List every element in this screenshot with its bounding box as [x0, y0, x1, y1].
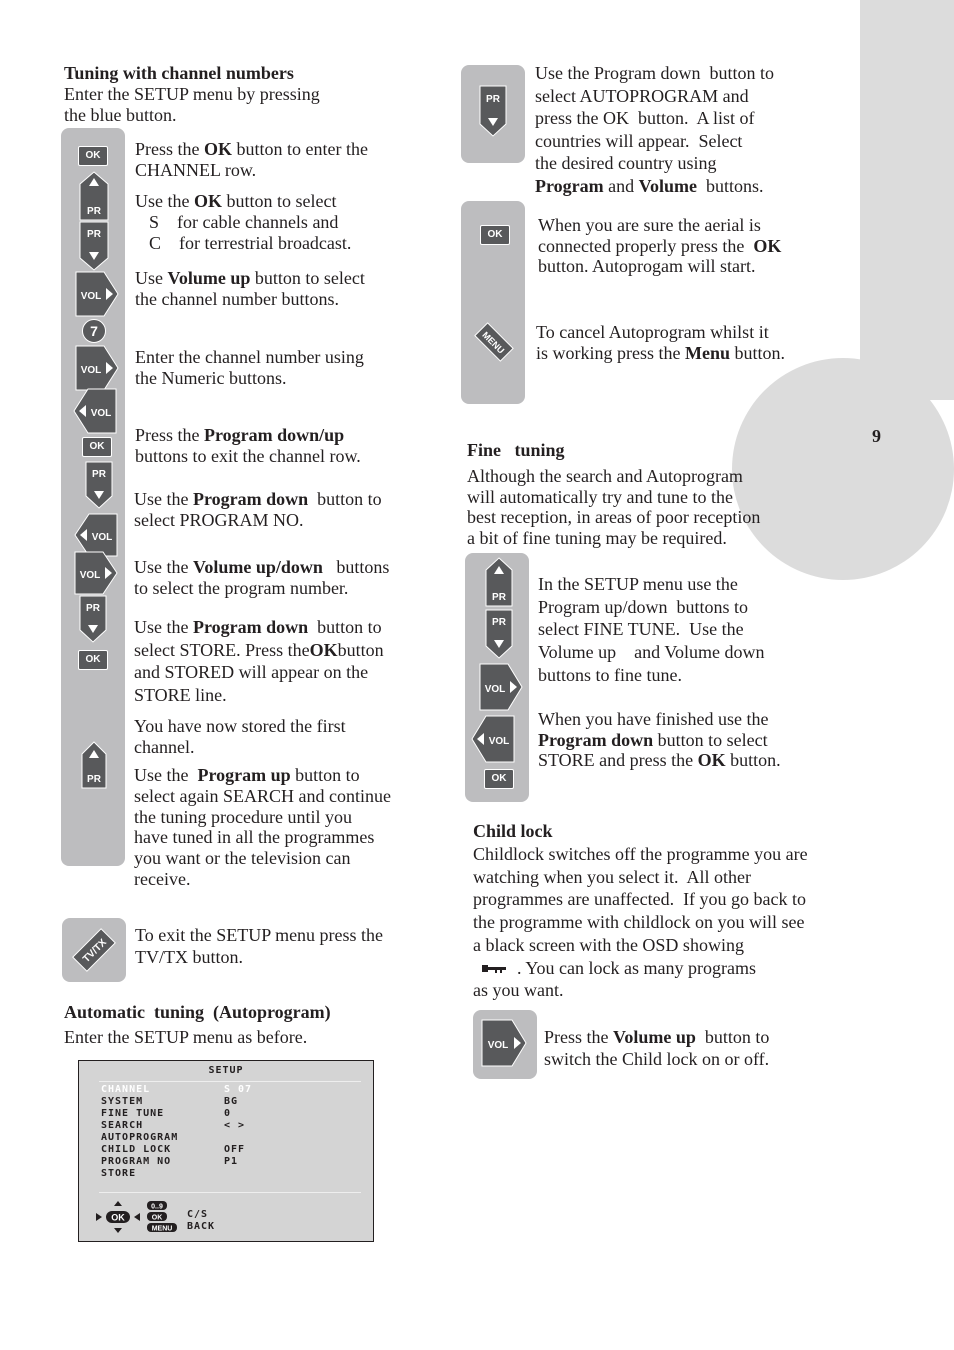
- svg-text:PR: PR: [87, 206, 101, 217]
- svg-text:VOL: VOL: [91, 532, 113, 543]
- setup-menu-row: [101, 1096, 351, 1108]
- svg-text:VOL: VOL: [80, 365, 102, 376]
- setup-menu-row-label: STORE: [101, 1168, 137, 1179]
- svg-text:PR: PR: [87, 774, 101, 785]
- svg-text:PR: PR: [87, 229, 101, 240]
- heading-automatic-tuning: Automatic tuning (Autoprogram): [64, 1002, 331, 1022]
- svg-text:VOL: VOL: [90, 408, 112, 419]
- svg-text:VOL: VOL: [80, 291, 102, 302]
- menu-button-icon: [472, 320, 516, 364]
- volume-up-icon: [75, 552, 117, 594]
- svg-text:PR: PR: [86, 603, 100, 614]
- heading-tuning-channel-numbers: Tuning with channel numbers: [64, 63, 294, 83]
- intro-automatic-tuning: Enter the SETUP menu as before.: [64, 1027, 308, 1047]
- setup-divider: [99, 1192, 361, 1193]
- setup-footer-cs: C/S: [187, 1209, 209, 1220]
- setup-menu-row-value: BG: [224, 1096, 239, 1107]
- setup-menu-row-label: CHILD LOCK: [101, 1144, 172, 1155]
- step-toggle-child-lock: Press the Volume up button to switch the Child lock on or off.: [544, 1027, 770, 1069]
- heading-child-lock: Child lock: [473, 821, 553, 841]
- step-start-autoprogram: When you are sure the aerial is connected properly press the OK button. Autoprogam will start.: [538, 215, 782, 276]
- step-select-program-number: Use the Volume up/down buttons to select the program number.: [134, 557, 390, 598]
- setup-menu-row-value: < >: [224, 1120, 246, 1131]
- svg-text:PR: PR: [92, 469, 106, 480]
- setup-menu-row-value: OFF: [224, 1144, 246, 1155]
- ok-button-icon: OK: [484, 769, 514, 789]
- svg-text:VOL: VOL: [488, 736, 510, 747]
- step-select-fine-tune: In the SETUP menu use the Program up/down buttons to select FINE TUNE. Use the Volume up and Volume down buttons to fine tune.: [538, 574, 765, 685]
- volume-down-icon: [74, 389, 116, 433]
- setup-menu-row-label: SYSTEM: [101, 1096, 144, 1107]
- ok-button-icon: OK: [78, 650, 108, 670]
- step-program-up-continue: Use the Program up button to select again SEARCH and continue the tuning procedure until you have tuned in all the programmes you want or the television can receive.: [134, 765, 391, 889]
- setup-menu-row-value: S 07: [224, 1084, 253, 1095]
- step-select-autoprogram: Use the Program down button to select AUTOPROGRAM and press the OK button. A list of countries will appear. Select the desired country using Program and Volume buttons.: [535, 63, 774, 196]
- ok-button-icon: OK: [78, 146, 108, 166]
- program-down-icon: [486, 610, 512, 658]
- intro-line-2: the blue button.: [64, 105, 177, 125]
- setup-menu-row-value: 0: [224, 1108, 232, 1119]
- svg-text:VOL: VOL: [487, 1040, 509, 1051]
- svg-text:PR: PR: [492, 592, 506, 603]
- setup-menu-row-value: P1: [224, 1156, 239, 1167]
- setup-menu-row: [101, 1120, 351, 1132]
- setup-nav-ok-icon: [93, 1201, 143, 1233]
- setup-menu-row: [101, 1168, 351, 1180]
- svg-text:MENU: MENU: [151, 1225, 173, 1233]
- svg-text:OK: OK: [151, 1214, 163, 1222]
- program-down-icon: [480, 86, 506, 136]
- setup-menu-row-label: PROGRAM NO: [101, 1156, 172, 1167]
- ok-button-icon: OK: [82, 437, 112, 457]
- step-enter-channel-number: Enter the channel number using the Numeric buttons.: [135, 347, 364, 388]
- setup-menu-row: [101, 1084, 351, 1096]
- setup-menu-row-label: CHANNEL: [101, 1084, 151, 1095]
- step-enter-channel-row: Press the OK button to enter the CHANNEL row.: [135, 139, 368, 180]
- setup-menu-row: [101, 1156, 351, 1168]
- program-up-icon: [486, 558, 512, 606]
- setup-keys-icon: [147, 1201, 177, 1233]
- page-number: 9: [872, 426, 881, 446]
- volume-up-icon: [482, 1020, 526, 1066]
- setup-menu-rows: [101, 1084, 351, 1180]
- program-down-icon: [80, 222, 108, 270]
- setup-menu-title: SETUP: [208, 1065, 244, 1076]
- child-lock-description: Childlock switches off the programme you are watching when you select it. All other programmes are unaffected. If you go back to the programme with childlock on you will see a black screen with the OSD showing . You can lock as many programs as you want.: [473, 844, 808, 1001]
- step-select-store: Use the Program down button to select STORE. Press theOKbutton and STORED will appear on the STORE line.: [134, 617, 384, 705]
- svg-text:PR: PR: [486, 94, 500, 105]
- setup-menu-row-label: AUTOPROGRAM: [101, 1132, 179, 1143]
- setup-menu-row-label: FINE TUNE: [101, 1108, 165, 1119]
- step-volume-up-channel-buttons: Use Volume up button to select the channel number buttons.: [135, 268, 365, 309]
- step-exit-channel-row: Press the Program down/up buttons to exit the channel row.: [135, 425, 361, 466]
- setup-menu-row-label: SEARCH: [101, 1120, 144, 1131]
- page-number-circle: [732, 358, 954, 580]
- svg-text:PR: PR: [492, 617, 506, 628]
- step-select-cable-terrestrial: Use the OK button to select S for cable channels and C for terrestrial broadcast.: [135, 191, 352, 253]
- number-7-button-icon: 7: [82, 319, 106, 343]
- volume-up-icon: [480, 664, 522, 710]
- key-icon: [482, 964, 506, 974]
- setup-menu-row: [101, 1132, 351, 1144]
- svg-text:VOL: VOL: [484, 684, 506, 695]
- setup-footer-back: BACK: [187, 1221, 216, 1232]
- heading-fine-tuning: Fine tuning: [467, 440, 565, 460]
- program-up-icon: [80, 172, 108, 220]
- svg-text:TV/TX: TV/TX: [81, 937, 109, 965]
- svg-text:0..9: 0..9: [151, 1203, 163, 1211]
- svg-text:VOL: VOL: [79, 570, 101, 581]
- volume-down-icon: [472, 716, 514, 762]
- program-up-icon: [82, 742, 106, 788]
- setup-menu-row: [101, 1108, 351, 1120]
- step-store-fine-tune: When you have finished use the Program down button to select STORE and press the OK button.: [538, 709, 781, 770]
- volume-up-icon: [76, 346, 118, 390]
- side-tab: [860, 0, 954, 400]
- fine-tuning-intro: Although the search and Autoprogram will automatically try and tune to the best reception, in areas of poor reception a bit of fine tuning may be required.: [467, 466, 761, 548]
- step-cancel-autoprogram: To cancel Autoprogram whilst it is working press the Menu button.: [536, 322, 785, 363]
- volume-down-icon: [75, 514, 117, 556]
- intro-line-1: Enter the SETUP menu by pressing: [64, 84, 320, 104]
- setup-menu-row: [101, 1144, 351, 1156]
- setup-menu-screenshot: [78, 1060, 374, 1242]
- volume-up-icon: [76, 272, 118, 316]
- step-exit-setup-menu: To exit the SETUP menu press the TV/TX button.: [135, 925, 384, 967]
- svg-text:MENU: MENU: [480, 329, 507, 356]
- svg-text:OK: OK: [111, 1212, 125, 1223]
- step-select-program-no: Use the Program down button to select PROGRAM NO.: [134, 489, 382, 530]
- setup-divider: [99, 1081, 361, 1082]
- program-down-icon: [80, 596, 106, 642]
- tv-tx-button-icon: [70, 926, 118, 974]
- step-first-channel-stored: You have now stored the first channel.: [134, 716, 346, 757]
- program-down-icon: [86, 462, 112, 508]
- ok-button-icon: OK: [480, 225, 510, 245]
